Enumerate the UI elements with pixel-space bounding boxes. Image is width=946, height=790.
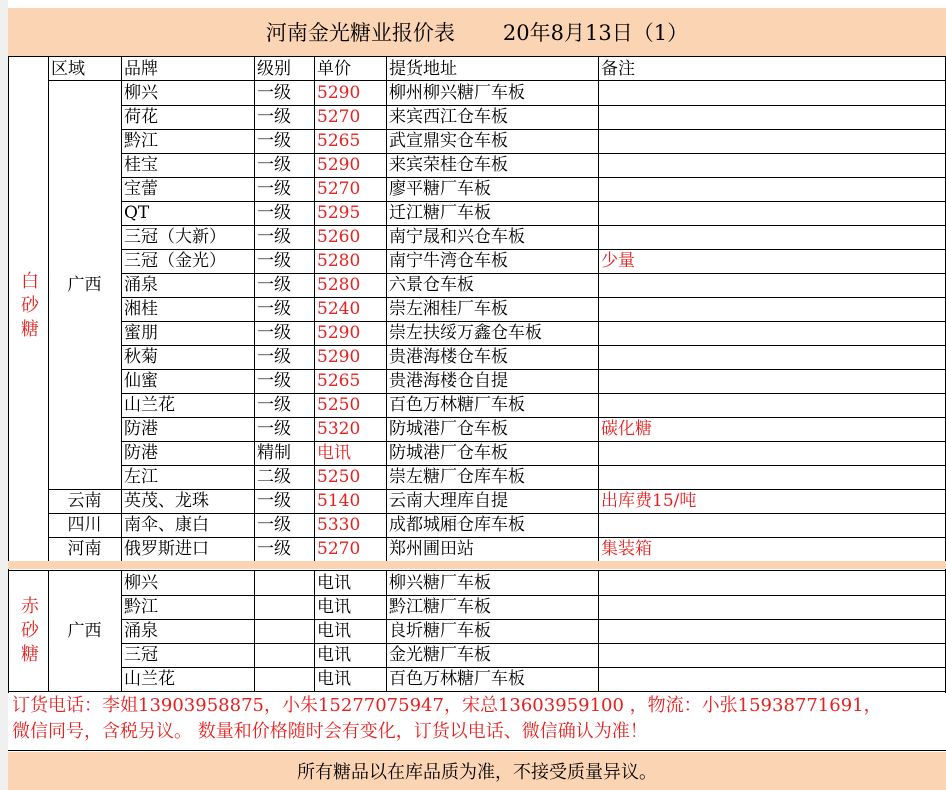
grid-line (48, 571, 49, 691)
note-cell (598, 393, 946, 417)
price-cell: 5240 (317, 299, 361, 319)
grade-cell: 一级 (257, 155, 291, 175)
notes-line-2: 微信同号，含税另议。 数量和价格随时会有变化，订货以电话、微信确认为准！ (12, 721, 648, 742)
price-cell: 电讯 (317, 443, 351, 463)
address-cell: 廖平糖厂车板 (389, 179, 491, 199)
grid-line (121, 369, 946, 370)
header-bottom-line (48, 80, 946, 81)
region-cell: 云南 (67, 491, 102, 511)
address-cell: 百色万林糖厂车板 (389, 395, 525, 415)
address-cell: 云南大理库自提 (389, 491, 508, 511)
brand-cell: 山兰花 (124, 395, 175, 415)
title-bar (8, 8, 946, 56)
grade-cell: 一级 (257, 107, 291, 127)
grade-cell: 一级 (257, 539, 291, 559)
grade-cell: 一级 (257, 323, 291, 343)
grade-cell: 一级 (257, 419, 291, 439)
section-separator (8, 561, 946, 569)
note-cell: 出库费15/吨 (601, 491, 697, 511)
grid-line (121, 225, 946, 226)
brand-cell: 南伞、康白 (124, 515, 209, 535)
note-cell (598, 571, 946, 595)
grade-cell: 一级 (257, 227, 291, 247)
brand-cell: 桂宝 (124, 155, 158, 175)
grid-line (48, 489, 946, 490)
grid-line (8, 750, 946, 751)
grid-line (254, 571, 255, 691)
grade-cell: 一级 (257, 251, 291, 271)
grade-cell: 一级 (257, 515, 291, 535)
address-cell: 贵港海楼仓自提 (389, 371, 508, 391)
price-cell: 电讯 (317, 597, 351, 617)
grid-line (121, 643, 946, 644)
note-cell (598, 667, 946, 691)
category-char: 砂 (21, 620, 39, 641)
address-cell: 金光糖厂车板 (389, 645, 491, 665)
column-header-note: 备注 (601, 59, 635, 79)
column-header-price: 单价 (317, 59, 351, 79)
brand-cell: 柳兴 (124, 573, 158, 593)
price-cell: 5290 (317, 347, 361, 367)
category-char: 赤 (21, 596, 39, 617)
price-cell: 5270 (317, 539, 361, 559)
grid-line (121, 57, 122, 561)
brand-cell: 涌泉 (124, 275, 158, 295)
address-cell: 郑州圃田站 (389, 539, 474, 559)
page-title: 河南金光糖业报价表 (265, 21, 455, 45)
grid-line (121, 201, 946, 202)
note-cell (598, 297, 946, 321)
grade-cell: 一级 (257, 179, 291, 199)
grid-line (121, 571, 122, 691)
brand-cell: 防港 (124, 419, 158, 439)
grid-line (48, 537, 946, 538)
grade-cell (254, 643, 314, 667)
brand-cell: 三冠 (124, 645, 158, 665)
address-cell: 柳州柳兴糖厂车板 (389, 83, 525, 103)
brand-cell: 仙蜜 (124, 371, 158, 391)
brand-cell: 英茂、龙珠 (124, 491, 209, 511)
grade-cell: 精制 (257, 443, 291, 463)
brand-cell: 左江 (124, 467, 158, 487)
grid-line (121, 129, 946, 130)
note-cell (598, 321, 946, 345)
note-cell (598, 643, 946, 667)
column-header-grade: 级别 (257, 59, 291, 79)
brand-cell: 蜜朋 (124, 323, 158, 343)
category-white-sugar (10, 270, 50, 342)
price-cell: 电讯 (317, 621, 351, 641)
note-cell (598, 177, 946, 201)
price-cell: 5265 (317, 371, 361, 391)
price-cell: 5290 (317, 83, 361, 103)
category-char: 砂 (21, 295, 39, 316)
grid-line (8, 691, 946, 692)
price-cell: 电讯 (317, 669, 351, 689)
grid-line (121, 297, 946, 298)
grid-line (121, 153, 946, 154)
grade-cell: 一级 (257, 83, 291, 103)
region-cell: 河南 (67, 539, 102, 559)
note-cell (598, 273, 946, 297)
price-cell: 5140 (317, 491, 361, 511)
note-cell: 集装箱 (601, 539, 652, 559)
note-cell (598, 81, 946, 105)
address-cell: 崇左糖厂仓库车板 (389, 467, 525, 487)
address-cell: 来宾西江仓车板 (389, 107, 508, 127)
grid-line (121, 417, 946, 418)
note-cell (598, 441, 946, 465)
note-cell (598, 465, 946, 489)
footer-text: 所有糖品以在库品质为准，不接受质量异议。 (297, 762, 657, 783)
note-cell: 碳化糖 (601, 419, 652, 439)
grid-line (121, 177, 946, 178)
region-cell: 四川 (67, 515, 102, 535)
address-cell: 南宁晟和兴仓车板 (389, 227, 525, 247)
grid-line (121, 273, 946, 274)
address-cell: 迁江糖厂车板 (389, 203, 491, 223)
row-header-strip (0, 0, 8, 790)
brand-cell: 三冠（大新） (124, 227, 226, 247)
address-cell: 来宾荣桂仓车板 (389, 155, 508, 175)
grade-cell (254, 571, 314, 595)
brand-cell: QT (124, 203, 150, 223)
price-cell: 5320 (317, 419, 361, 439)
grid-line (121, 441, 946, 442)
address-cell: 柳兴糖厂车板 (389, 573, 491, 593)
grid-line (8, 56, 9, 693)
grid-line (598, 571, 599, 691)
grade-cell: 一级 (257, 299, 291, 319)
address-cell: 良圻糖厂车板 (389, 621, 491, 641)
price-cell: 5290 (317, 155, 361, 175)
grid-line (121, 667, 946, 668)
price-cell: 5290 (317, 323, 361, 343)
address-cell: 南宁牛湾仓车板 (389, 251, 508, 271)
brand-cell: 山兰花 (124, 669, 175, 689)
note-cell: 少量 (601, 251, 635, 271)
brand-cell: 宝蕾 (124, 179, 158, 199)
grade-cell: 一级 (257, 395, 291, 415)
grid-line (121, 393, 946, 394)
grid-line (121, 619, 946, 620)
grid-line (386, 571, 387, 691)
grade-cell: 一级 (257, 275, 291, 295)
price-cell: 电讯 (317, 573, 351, 593)
address-cell: 成都城厢仓库车板 (389, 515, 525, 535)
address-cell: 崇左湘桂厂车板 (389, 299, 508, 319)
column-header-region: 区域 (51, 59, 85, 79)
grade-cell (254, 619, 314, 643)
price-cell: 5330 (317, 515, 361, 535)
note-cell (598, 105, 946, 129)
order-contact-notes (8, 693, 946, 749)
grid-line (121, 345, 946, 346)
column-header-brand: 品牌 (124, 59, 158, 79)
note-cell (598, 369, 946, 393)
brand-cell: 黔江 (124, 597, 158, 617)
brand-cell: 黔江 (124, 131, 158, 151)
note-cell (598, 129, 946, 153)
notes-line-1: 订货电话：李姐13903958875，小朱15277075947，宋总13603959100 ，物流：小张15938771691， (12, 695, 882, 716)
grade-cell (254, 595, 314, 619)
price-cell: 5280 (317, 251, 361, 271)
region-cell: 广西 (67, 275, 102, 295)
column-header-address: 提货地址 (389, 59, 457, 79)
address-cell: 武宣鼎实仓车板 (389, 131, 508, 151)
category-red-sugar (10, 595, 50, 667)
grid-line (8, 570, 946, 571)
price-cell: 5295 (317, 203, 361, 223)
grid-line (121, 321, 946, 322)
grid-line (314, 57, 315, 561)
grade-cell: 一级 (257, 491, 291, 511)
price-cell: 5270 (317, 179, 361, 199)
grid-line (598, 57, 599, 561)
note-cell (598, 225, 946, 249)
address-cell: 六景仓车板 (389, 275, 474, 295)
grade-cell: 一级 (257, 347, 291, 367)
price-cell: 5250 (317, 395, 361, 415)
price-cell: 电讯 (317, 645, 351, 665)
quality-disclaimer (8, 752, 946, 790)
category-char: 糖 (21, 644, 39, 665)
grid-line (48, 513, 946, 514)
brand-cell: 秋菊 (124, 347, 158, 367)
grade-cell: 一级 (257, 371, 291, 391)
brand-cell: 俄罗斯进口 (124, 539, 209, 559)
brand-cell: 三冠（金光） (124, 251, 226, 271)
brand-cell: 荷花 (124, 107, 158, 127)
category-char: 糖 (21, 319, 39, 340)
grade-cell (254, 667, 314, 691)
note-cell (598, 345, 946, 369)
grade-cell: 二级 (257, 467, 291, 487)
address-cell: 防城港厂仓车板 (389, 443, 508, 463)
address-cell: 崇左扶绥万鑫仓车板 (389, 323, 542, 343)
region-cell: 广西 (67, 621, 102, 641)
title-date: 20年8月13日（1） (502, 21, 689, 45)
grid-line (254, 57, 255, 561)
note-cell (598, 595, 946, 619)
note-cell (598, 513, 946, 537)
address-cell: 黔江糖厂车板 (389, 597, 491, 617)
price-cell: 5270 (317, 107, 361, 127)
address-cell: 贵港海楼仓车板 (389, 347, 508, 367)
brand-cell: 涌泉 (124, 621, 158, 641)
category-char: 白 (21, 271, 39, 292)
address-cell: 百色万林糖厂车板 (389, 669, 525, 689)
brand-cell: 湘桂 (124, 299, 158, 319)
grid-line (48, 57, 49, 561)
note-cell (598, 619, 946, 643)
grid-line (121, 249, 946, 250)
grade-cell: 一级 (257, 203, 291, 223)
address-cell: 防城港厂仓车板 (389, 419, 508, 439)
title-bottom-line (8, 56, 946, 57)
grade-cell: 一级 (257, 131, 291, 151)
grid-line (121, 105, 946, 106)
brand-cell: 防港 (124, 443, 158, 463)
note-cell (598, 153, 946, 177)
price-cell: 5280 (317, 275, 361, 295)
grid-line (121, 465, 946, 466)
price-cell: 5265 (317, 131, 361, 151)
grid-line (121, 595, 946, 596)
price-cell: 5250 (317, 467, 361, 487)
grid-line (386, 57, 387, 561)
grid-line (314, 571, 315, 691)
brand-cell: 柳兴 (124, 83, 158, 103)
note-cell (598, 201, 946, 225)
price-cell: 5260 (317, 227, 361, 247)
